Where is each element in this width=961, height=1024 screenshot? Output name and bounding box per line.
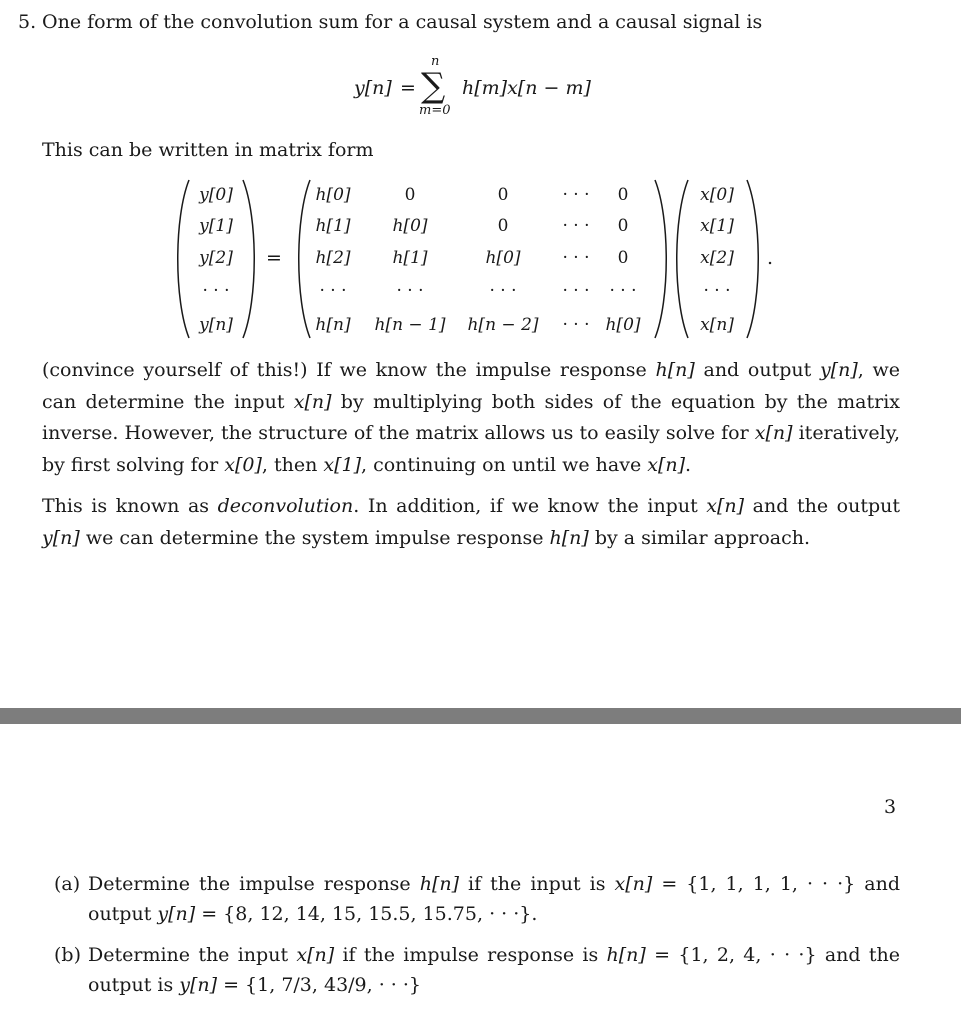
right-paren-icon [240,178,260,340]
part-label: (a) [54,873,81,895]
matrix-cell: · · · [562,216,590,236]
lhs-vector-entry: · · · [202,281,230,301]
summation-icon: ∑ [421,66,446,106]
matrix-period: . [766,247,774,269]
matrix-cell: h[0] [485,248,521,268]
lhs-vector-entry: y[n] [199,315,233,335]
lhs-vector-entry: y[1] [199,216,233,236]
matrix-cell: h[0] [392,216,428,236]
matrix-cell: h[0] [315,185,351,205]
left-paren-icon [671,178,691,340]
matrix-cell: 0 [497,216,509,236]
matrix-cell: h[2] [315,248,351,268]
matrix-cell: · · · [489,281,517,301]
part-label: (b) [54,944,81,966]
right-paren-icon [652,178,672,340]
part-text: Determine the impulse response h[n] if the input is x[n] = {1, 1, 1, 1, · · ·} and output y[n] = {8, 12, 14, 15, 15.5, 15.75, · · ·}. [88,873,900,925]
part-text: Determine the input x[n] if the impulse response is h[n] = {1, 2, 4, · · ·} and the output is y[n] = {1, 7/3, 43/9, · · ·} [88,944,900,996]
rhs-vector-entry: x[n] [700,315,734,335]
sum-lower-limit: m=0 [419,103,451,118]
eq-lhs: y[n] [354,77,392,99]
matrix-cell: h[1] [392,248,428,268]
problem-intro: One form of the convolution sum for a causal system and a causal signal is [42,11,763,33]
page-number: 3 [884,796,897,818]
sum-upper-limit: n [431,54,440,69]
matrix-cell: · · · [562,281,590,301]
rhs-vector-entry: x[2] [700,248,734,268]
page-divider [0,708,961,724]
right-paren-icon [744,178,764,340]
matrix-cell: · · · [562,185,590,205]
lhs-vector-entry: y[2] [199,248,233,268]
matrix-cell: h[n − 2] [467,315,539,335]
rhs-vector-entry: x[0] [700,185,734,205]
matrix-cell: · · · [396,281,424,301]
matrix-equals: = [266,247,282,269]
lhs-vector-entry: y[0] [199,185,233,205]
matrix-cell: h[0] [605,315,641,335]
part-a [54,869,900,929]
matrix-cell: · · · [319,281,347,301]
paragraph-convince: (convince yourself of this!) If we know the impulse response h[n] and output y[n], we can determine the input x[n] by multiplying both sides of the equation by the matrix inverse. However, the structure of the matrix allows us to easily solve for x[n] iteratively, by first solving for x[0], then x[1], continuing on until we have x[n]. [42,359,900,476]
part-b [54,940,900,1000]
matrix-intro: This can be written in matrix form [42,139,374,161]
matrix-cell: h[1] [315,216,351,236]
matrix-cell: · · · [609,281,637,301]
eq-equals: = [400,77,416,99]
matrix-cell: · · · [562,315,590,335]
left-paren-icon [293,178,313,340]
eq-rhs: h[m]x[n − m] [462,77,591,99]
matrix-cell: · · · [562,248,590,268]
left-paren-icon [172,178,192,340]
matrix-cell: h[n − 1] [374,315,446,335]
matrix-cell: h[n] [315,315,351,335]
matrix-cell: 0 [617,216,629,236]
rhs-vector-entry: x[1] [700,216,734,236]
problem-number: 5. [18,11,37,33]
paragraph-deconvolution: This is known as deconvolution. In addition, if we know the input x[n] and the output y[n] we can determine the system impulse response h[n] by a similar approach. [42,495,900,549]
matrix-cell: 0 [617,248,629,268]
rhs-vector-entry: · · · [703,281,731,301]
matrix-cell: 0 [497,185,509,205]
matrix-cell: 0 [404,185,416,205]
matrix-cell: 0 [617,185,629,205]
